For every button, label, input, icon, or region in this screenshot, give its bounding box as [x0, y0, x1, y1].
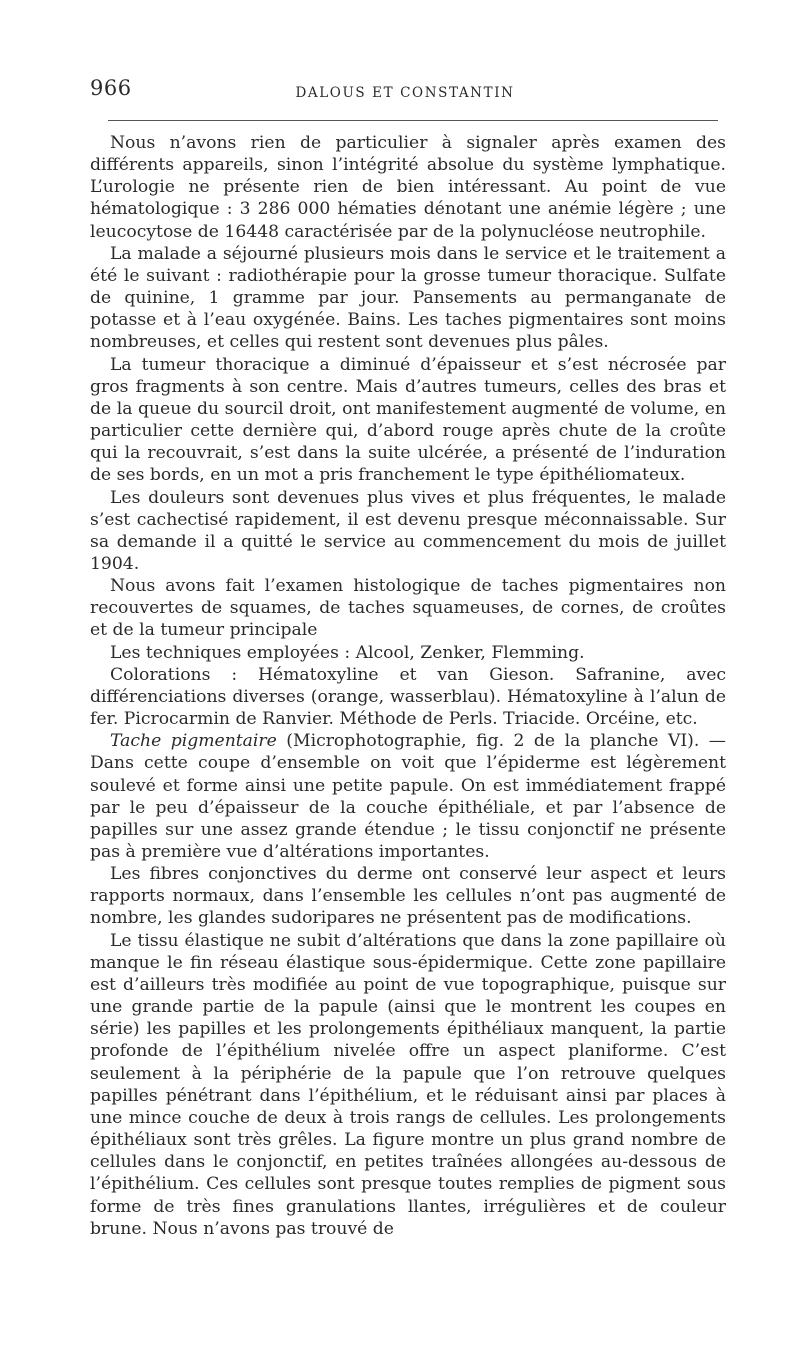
paragraph: La tumeur thoracique a diminué d’épaisseur et s’est nécrosée par gros fragments à son centre. Mais d’autres tumeurs, celles des bras et de la queue du sourcil droit, ont manifestement augmenté de volume, en particulier cette dernière qui, d’abord rouge après chute de la croûte qui la recouvrait, s’est dans la suite ulcérée, a présenté de l’induration de ses bords, en un mot a pris franchement le type épithéliomateux. [90, 354, 726, 486]
paragraph-text: (Microphotographie, fig. 2 de la planche VI). — Dans cette coupe d’ensemble on voit que l’épiderme est légèrement soulevé et forme ainsi une petite papule. On est immédiatement frappé par le peu d’épaisseur de la couche épithéliale, et par l’absence de papilles sur une assez grande étendue ; le tissu conjonctif ne présente pas à première vue d’altérations importantes. [90, 731, 726, 862]
paragraph: Les techniques employées : Alcool, Zenker, Flemming. [110, 642, 585, 663]
page-number: 966 [90, 76, 132, 100]
paragraph: Nous n’avons rien de particulier à signaler après examen des différents appareils, sinon l’intégrité absolue du système lymphatique. L’urologie ne présente rien de bien intéressant. Au point de vue hématologique : 3 286 000 hématies dénotant une anémie légère ; une leucocytose de 16448 caractérisée par de la polynucléose neutrophile. [90, 133, 726, 242]
paragraph: Colorations : Hématoxyline et van Gieson. Safranine, avec différenciations diverses (orange, wasserblau). Hématoxyline à l’alun de fer. Picrocarmin de Ranvier. Méthode de Perls. Triacide. Orcéine, etc. [90, 664, 726, 730]
paragraph [90, 730, 726, 863]
paragraph-lead-italic: Tache pigmentaire [110, 731, 277, 752]
running-title: DALOUS ET CONSTANTIN [295, 85, 515, 101]
paragraph: Les fibres conjonctives du derme ont conservé leur aspect et leurs rapports normaux, dans l’ensemble les cellules n’ont pas augmenté de nombre, les glandes sudoripares ne présentent pas de modifications. [90, 864, 726, 929]
paragraph: Les douleurs sont devenues plus vives et plus fréquentes, le malade s’est cachectisé rapidement, il est devenu presque méconnaissable. Sur sa demande il a quitté le service au commencement du mois de juillet 1904. [90, 487, 726, 574]
paragraph: La malade a séjourné plusieurs mois dans le service et le traitement a été le suivant : radiothérapie pour la grosse tumeur thoracique. Sulfate de quinine, 1 gramme par jour. Pansements au permanganate de potasse et à l’eau oxygénée. Bains. Les taches pigmentaires sont moins nombreuses, et celles qui restent sont devenues plus pâles. [90, 243, 726, 353]
header-rule [108, 120, 718, 121]
body-text [90, 132, 726, 1240]
page-header [90, 76, 720, 106]
paragraph: Nous avons fait l’examen histologique de taches pigmentaires non recouvertes de squames, de taches squameuses, de cornes, de croûtes et de la tumeur principale [90, 576, 726, 641]
paragraph: Le tissu élastique ne subit d’altérations que dans la zone papillaire où manque le fin réseau élastique sous-épidermique. Cette zone papillaire est d’ailleurs très modifiée au point de vue topographique, puisque sur une grande partie de la papule (ainsi que le montrent les coupes en série) les papilles et les prolongements épithéliaux manquent, la partie profonde de l’épithélium nivelée offre un aspect planiforme. C’est seulement à la périphérie de la papule que l’on retrouve quelques papilles pénétrant dans l’épithélium, et le réduisant ainsi par places à une mince couche de deux à trois rangs de cellules. Les prolongements épithéliaux sont très grêles. La figure montre un plus grand nombre de cellules dans le conjonctif, en petites traînées allongées au-dessous de l’épithélium. Ces cellules sont presque toutes remplies de pigment sous forme de très fines granulations llantes, irrégulières et de couleur brune. Nous n’avons pas trouvé de [90, 930, 726, 1239]
